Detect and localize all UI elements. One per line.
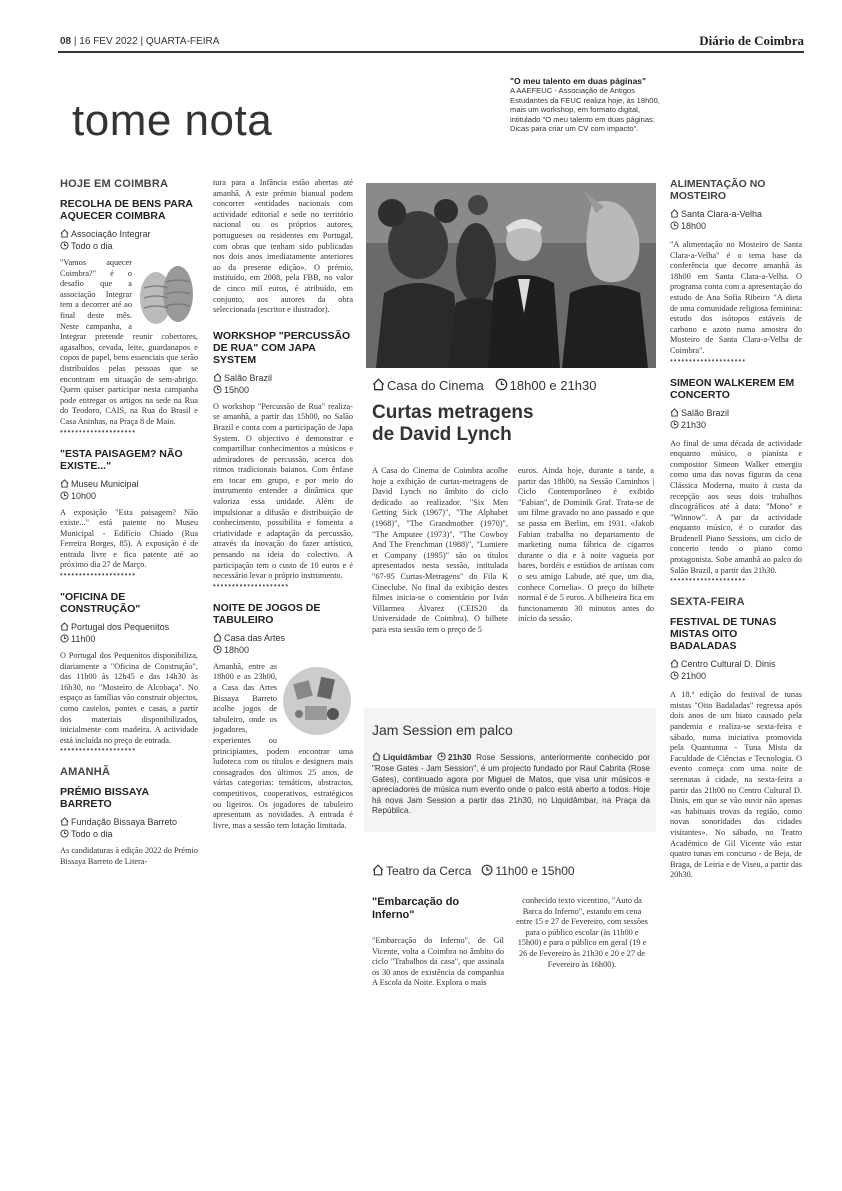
article-text: "A alimentação no Mosteiro de Santa Clara-a-Velha" é o tema base da conferência que decorre amanhã às 18h00 em Santa Clara-a-Velha. O programa conta com a apresentação do estudo de Ana Sofia Ribeiro "A dieta de uma comunidade religiosa feminina: estudo dos isótopos estáveis de carbono e azoto numa amostra do Mosteiro de Santa Clara-a-Velha de Coimbra".	[670, 240, 802, 355]
home-icon	[670, 659, 679, 668]
home-icon	[670, 408, 679, 417]
article-time	[60, 240, 198, 252]
article-time	[670, 670, 802, 682]
divider-dots: ••••••••••••••••••••	[60, 570, 137, 580]
home-icon	[60, 622, 69, 631]
article-title: RECOLHA DE BENS PARA AQUECER COIMBRA	[60, 198, 193, 222]
article-title: "ESTA PAISAGEM? NÃO EXISTE..."	[60, 447, 183, 472]
place-label: Associação Integrar	[71, 229, 151, 239]
article-time	[60, 490, 198, 502]
jam-place	[372, 753, 432, 762]
article-place	[670, 208, 802, 220]
article-title: WORKSHOP "PERCUSSÃO DE RUA" COM JAPA SYSTEM	[213, 329, 351, 366]
clock-icon	[670, 671, 679, 680]
home-icon	[60, 229, 69, 238]
promo-title: "O meu talento em duas páginas"	[510, 76, 647, 86]
clock-icon	[495, 378, 508, 391]
article-text: A 18.ª edição do festival de tunas mistas "Oito Badaladas" regressa após dois anos de um hiato causado pela pandemia e realiza-se sexta-feira e sábado, numa iniciativa promovida pela Quantunna - Tuna Mista da Faculdade de Ciências e Tecnologia. O evento começa com uma noite de serenatas à cidade, na sexta-feira a partir das 21h00 no Centro Cultural D. Dinis, em que se vão ouvir não apenas «as habituais trovas da região, como novas sonoridades das cidades visitantes». No sábado, no Teatro Académico de Gil Vicente vão estar quatro tunas em concurso - de Beja, de Braga, de Leiria e de Viseu, a partir das 20h30.	[670, 690, 802, 880]
article-place	[213, 632, 353, 644]
time-label: 21h30	[681, 419, 707, 430]
article-text: O Portugal dos Pequenitos disponibiliza, diariamente a "Oficina de Construção", das 11h00 às 12h45 e das 14h30 às 16h30, no "Mosteiro de Alcobaça". No espaço as famílias vão construir objectos, como castelos, pontes e casas, a partir dos materiais disponibilizados, inicialmente com madeira. A actividade está incluída no preço de entrada.	[60, 651, 198, 745]
time-label: 21h00	[681, 671, 707, 682]
home-icon	[372, 864, 384, 876]
article-title: SIMEON WALKEREM EM CONCERTO	[670, 376, 795, 401]
time-label: 15h00	[224, 384, 250, 395]
time-label: 11h00	[71, 634, 96, 645]
time-label: Todo o dia	[71, 241, 113, 251]
time-label: 10h00	[71, 490, 97, 501]
article-body	[213, 662, 353, 832]
place-label: Teatro da Cerca	[386, 864, 472, 878]
article-place	[60, 478, 198, 490]
article-time	[670, 220, 802, 232]
time-label: 18h00	[681, 221, 707, 231]
time-label: Todo o dia	[71, 829, 113, 840]
article-time	[213, 384, 353, 396]
article-title: NOITE DE JOGOS DE TABULEIRO	[213, 601, 321, 626]
lynch-photo	[366, 183, 656, 368]
article-title: ALIMENTAÇÃO NO MOSTEIRO	[670, 178, 766, 202]
cerca-text-right: conhecido texto vicentino, "Auto da Barca do Inferno", estando em cena entre 15 e 27 de Fevereiro, com sessões para o público escolar (às 11h00 e 15h00) e para o público em geral (19 e 26 de Fevereiro às 21h30 e 20 e 27 de Fevereiro às 16h00).	[516, 896, 648, 969]
home-icon	[372, 378, 385, 391]
place-label: Fundação Bissaya Barreto	[71, 817, 178, 828]
header-date: 16 FEV 2022	[79, 36, 138, 47]
article-place	[670, 407, 802, 419]
divider-dots: ••••••••••••••••••••	[60, 426, 137, 436]
separator: |	[140, 36, 146, 47]
article-text: A exposição "Esta paisagem? Não existe..." está patente no Museu Municipal - Edifício Chiado (Rua Ferreira Borges, 85). A exposição é de entrada livre e fica patente até ao próximo dia 27 de Março.	[60, 507, 198, 570]
article-text: Amanhã, entre as 18h00 e as 23h00, a Casa das Artes Bissaya Barreto acolhe jogos de tabuleiro, onde os jogadores, experientes ou principiantes, podem encontrar uma ludoteca com os títulos e designers mais consagrados dos últimos 25 anos, de várias categorias: temáticos, abstractos, competitivos, cooperativos, estratégicos ou ligeiros. Os jogadores de tabuleiro apresentam as novidades. A entrada é livre, mas a sessão tem lotação limitada.	[213, 661, 353, 830]
section-title: tome nota	[72, 96, 273, 145]
column-4	[670, 178, 802, 881]
place-label: Liquidâmbar	[383, 753, 433, 762]
article-time	[670, 419, 802, 431]
jam-text: Rose Sessions, anteriormente conhecido por "Rose Gates - Jam Session", é um projecto fundado por Raul Cabrita (Rose Gates), continuado agora por Miguel de Matos, que visa unir músicos e apreciadores de música num evento onde o palco está aberto a todos. Hoje há nova Jam Session a partir das 21h30, no Liquidâmbar, na Praça da República.	[372, 753, 650, 816]
clock-icon	[60, 634, 69, 643]
clock-icon	[60, 491, 69, 500]
cerca-meta	[372, 864, 575, 878]
jam-time	[437, 753, 471, 762]
home-icon	[213, 373, 222, 382]
article-place	[60, 816, 198, 828]
section-heading-amanha: AMANHÃ	[60, 766, 111, 779]
separator: |	[73, 36, 80, 47]
clock-icon	[670, 221, 679, 230]
place-label: Portugal dos Pequenitos	[71, 622, 170, 633]
article-time	[213, 644, 353, 656]
home-icon	[60, 817, 69, 826]
place-label: Santa Clara-a-Velha	[681, 209, 763, 219]
time-label: 18h00 e 21h30	[509, 378, 597, 393]
time-label: 21h30	[448, 753, 472, 762]
article-place	[60, 228, 198, 240]
time-label: 11h00 e 15h00	[495, 864, 575, 878]
promo-text: A AAEFEUC - Associação de Antigos Estudantes da FEUC realiza hoje, às 18h00, mais um workshop, em formato digital, intitulado "O meu talento em duas páginas: Dicas para criar um CV com impacto".	[510, 86, 660, 134]
divider-dots: ••••••••••••••••••••	[60, 745, 137, 755]
article-text: "Vamos aquecer Coimbra?" é o desafio que a associação Integrar tem a decorrer até ao final deste mês. Neste campanha, a Integrar pretende reunir cobertores, agasalhos, cevada, leite, guardanapos e copos de papel, bens essenciais que serão distribuídos pelas pessoas que se encontram em situação de sem-abrigo. Quem quiser participar nesta campanha pode entregar os artigos na sede na Rua do Teodoro, CAIS, na Rua do Brasil e Casa Aninhas, na Praça 8 de Maio.	[60, 258, 198, 426]
clock-icon	[60, 241, 69, 250]
place-label: Casa das Artes	[224, 632, 286, 643]
article-place	[213, 372, 353, 384]
clock-icon	[437, 752, 446, 761]
place-label: Salão Brazil	[681, 407, 730, 418]
place-label: Centro Cultural D. Dinis	[681, 659, 776, 670]
column-1	[60, 178, 198, 868]
column-2	[213, 178, 353, 831]
section-heading-hoje: HOJE EM COIMBRA	[60, 178, 169, 190]
article-continuation: tura para a Infância estão abertas até amanhã. A este prémio bianual podem concorrer «entidades nacionais com actividade editorial e sede no território nacional ou os próprios autores, portugueses ou residentes em Portugal, com obras que tenham sido publicadas nos dois anos imediatamente anteriores ao da presente edição». O prémio, instituído, em 2008, pela FBB, no valor de cinco mil euros, é atribuído, em conjunto, aos autores da obra seleccionada (escritor e ilustrador).	[213, 178, 353, 315]
article-text: O workshop "Percussão de Rua" realiza-se amanhã, a partir das 15h00, no Salão Brazil e conta com a participação de Japa System. O objectivo é demonstrar e compartilhar conhecimentos a músicos e admiradores de percussão, acerca dos ritmos tradicionais baianos. Com ênfase em tocar em grupo, e por meio do instrumento entender a dinâmica que valoriza essa unidade. Além de impulsionar a difusão e distribuição de conhecimento, possibilita e fomenta a criatividade e adaptação da percussão, através da inovação do fazer artístico, pensando na ideia do colectivo. A participação tem o custo de 10 euros e é necessário levar o próprio instrumento.	[213, 401, 353, 581]
home-icon	[213, 633, 222, 642]
divider-dots: ••••••••••••••••••••	[670, 575, 747, 585]
clock-icon	[213, 645, 222, 654]
title-line-2: de David Lynch	[372, 424, 512, 445]
header-weekday: QUARTA-FEIRA	[145, 36, 220, 47]
page-header	[60, 36, 340, 47]
article-title: FESTIVAL DE TUNAS MISTAS OITO BADALADAS	[670, 616, 777, 653]
cerca-title: "Embarcação do Inferno"	[372, 896, 460, 921]
divider-dots: ••••••••••••••••••••	[213, 580, 290, 590]
section-heading-sexta: SEXTA-FEIRA	[670, 596, 745, 609]
board-game-photo	[281, 662, 353, 740]
place-label: Museu Municipal	[71, 478, 139, 489]
article-title: PRÉMIO BISSAYA BARRETO	[60, 786, 149, 811]
home-icon	[670, 209, 679, 218]
page-number: 08	[60, 36, 72, 47]
article-time	[60, 828, 198, 840]
lynch-meta	[372, 378, 596, 394]
promo-box	[510, 76, 660, 134]
lynch-text-left: A Casa do Cinema de Coimbra acolhe hoje a exibição de curtas-metragens de David Lynch no âmbito do ciclo dedicado ao realizador. "Six Men Getting Sick (1967)", "The Alphabet (1968)", "The Grandmother (1970)", "The Amputee (1973)", "The Cowboy And The Frenchman (1988)", "Lumiere et Company (1995)" são os títulos apresentados nesta sessão, intitulada "67-95 Curtas-Metragens" do Fila K Cineclube. No final da exibição destes filmes inicia-se o comentário por Iván Villarmea Álvarez (CEIS20 da Universidade de Coimbra). O bilhete para esta sessão tem o preço de 5	[372, 466, 508, 634]
article-time	[60, 633, 198, 645]
article-body	[60, 258, 198, 428]
home-icon	[60, 479, 69, 488]
title-line-1: Curtas metragens	[372, 402, 534, 423]
time-label: 18h00	[224, 644, 250, 655]
clock-icon	[213, 385, 222, 394]
newspaper-brand: Diário de Coimbra	[699, 33, 804, 48]
cerca-text-left: "Embarcação do Inferno", de Gil Vicente, volta a Coimbra no âmbito do ciclo "Trabalhos da casa", que assinala os 30 anos de existência da companhia A Escola da Noite. Explora o mais	[372, 936, 504, 988]
jam-title: Jam Session em palco	[372, 722, 513, 738]
home-icon	[372, 752, 381, 761]
article-place	[670, 658, 802, 670]
clock-icon	[60, 829, 69, 838]
article-text: Ao final de uma década de actividade enquanto músico, o pianista e compositor Simeon Walker emergiu como uma das novas figuras da cena Clássica Moderna, muito à custa da recepção aos seus dois trabalhos discográficos até à data: "Mono" e "Winnow". A par da actividade enquanto músico, é o curador das Brudenell Piano Sessions, um ciclo de concerto tendo o piano como protagonista. Sobe amanhã ao palco do Salão Brazil, a partir das 21h30.	[670, 438, 802, 575]
place-label: Salão Brazil	[224, 372, 273, 383]
clock-icon	[481, 864, 493, 876]
lynch-text-right: euros. Ainda hoje, durante a tarde, a partir das 18h00, na Sessão Caminhos | Ciclo Contemporâneo é exibido "Fabian", de Dominik Graf. Trata-se de um filme gravado no ano passado e que se passa em Berlim, em 1931. «Jakob Fabian trabalha no departamento de marketing numa fábrica de cigarros durante o dia e à noite vagueia por bares, bordéis e estúdios de artistas com o seu amigo Labude, até que, um dia, conhece Cornelia». O preço do bilhete normal é de 5 euros. A bilheteira fica em funcionamento 30 minutos antes do início da sessão.	[518, 466, 654, 624]
knitted-wool-photo	[136, 258, 198, 328]
divider-dots: ••••••••••••••••••••	[670, 355, 747, 365]
clock-icon	[670, 420, 679, 429]
place-label: Casa do Cinema	[387, 378, 484, 393]
lynch-title	[372, 402, 652, 446]
article-text: As candidaturas à edição 2022 do Prémio Bissaya Barreto de Litera-	[60, 846, 198, 866]
header-rule	[58, 51, 804, 53]
article-place	[60, 621, 198, 633]
article-title: "OFICINA DE CONSTRUÇÃO"	[60, 591, 141, 616]
jam-body	[372, 752, 650, 817]
